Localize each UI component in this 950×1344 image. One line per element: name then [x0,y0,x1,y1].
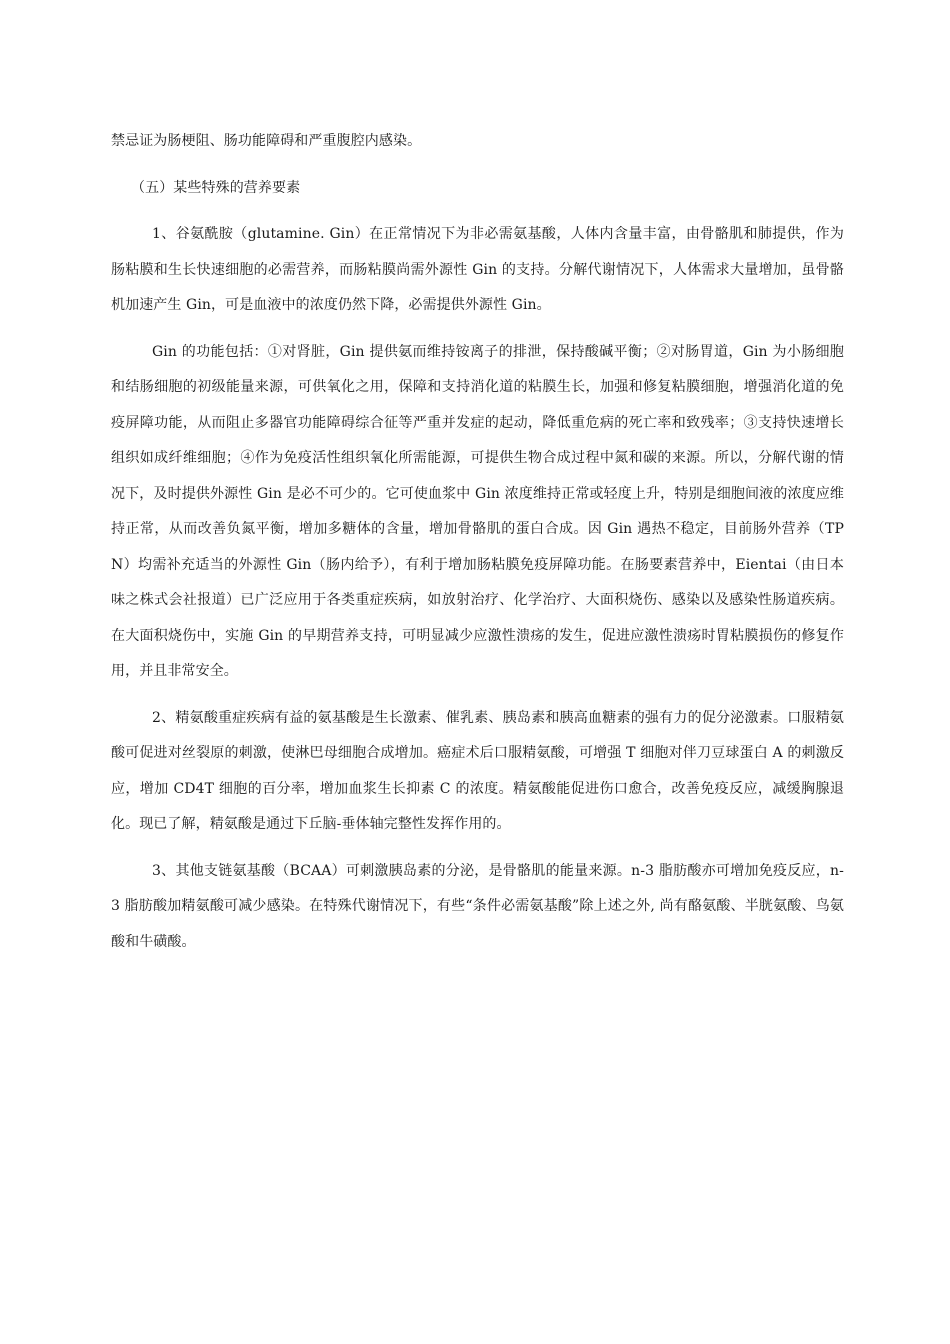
paragraph-gin-functions: Gin 的功能包括：①对肾脏，Gin 提供氨而维持铵离子的排泄，保持酸碱平衡；②对肠胃道，Gin 为小肠细胞和结肠细胞的初级能量来源，可供氧化之用，保障和支持消化道的粘膜生长，加强和修复粘膜细胞，增强消化道的免疫屏障功能，从而阻止多器官功能障碍综合征等严重并发症的起动，降低重危病的死亡率和致残率；③支持快速增长组织如成纤维细胞；④作为免疫活性组织氧化所需能源，可提供生物合成过程中氮和碳的来源。所以，分解代谢的情况下，及时提供外源性 Gin 是必不可少的。它可使血浆中 Gin 浓度维持正常或轻度上升，特别是细胞间液的浓度应维持正常，从而改善负氮平衡，增加多糖体的含量，增加骨骼肌的蛋白合成。因 Gin 遇热不稳定，目前肠外营养（TPN）均需补充适当的外源性 Gin（肠内给予），有利于增加肠粘膜免疫屏障功能。在肠要素营养中，Eientai（由日本味之株式会社报道）已广泛应用于各类重症疾病，如放射治疗、化学治疗、大面积烧伤、感染以及感染性肠道疾病。在大面积烧伤中，实施 Gin 的早期营养支持，可明显减少应激性溃疡的发生，促进应激性溃疡时胃粘膜损伤的修复作用，并且非常安全。 [111,343,844,679]
paragraph-glutamine: 1、谷氨酰胺（glutamine. Gin）在正常情况下为非必需氨基酸，人体内含量丰富，由骨骼肌和肺提供，作为肠粘膜和生长快速细胞的必需营养，而肠粘膜尚需外源性 Gin 的支持。分解代谢情况下，人体需求大量增加，虽骨骼机加速产生 Gin，可是血液中的浓度仍然下降，必需提供外源性 Gin。 [111,226,844,313]
document-body [111,124,844,960]
paragraph-contraindications: 禁忌证为肠梗阻、肠功能障碍和严重腹腔内感染。 [111,133,422,149]
paragraph-bcaa: 3、其他支链氨基酸（BCAA）可刺激胰岛素的分泌，是骨骼肌的能量来源。n-3 脂肪酸亦可增加免疫反应，n-3 脂肪酸加精氨酸可减少感染。在特殊代谢情况下，有些“条件必需氨基酸”除上述之外, 尚有酪氨酸、半胱氨酸、鸟氨酸和牛磺酸。 [111,862,844,950]
section-heading: （五）某些特殊的营养要素 [131,179,301,196]
paragraph-arginine: 2、精氨酸重症疾病有益的氨基酸是生长激素、催乳素、胰岛素和胰高血糖素的强有力的促分泌激素。口服精氨酸可促进对丝裂原的刺激，使淋巴母细胞合成增加。癌症术后口服精氨酸，可增强 T 细胞对伴刀豆球蛋白 A 的刺激反应，增加 CD4T 细胞的百分率，增加血浆生长抑素 C 的浓度。精氨酸能促进伤口愈合，改善免疫反应，减缓胸腺退化。现已了解，精氨酸是通过下丘脑-垂体轴完整性发挥作用的。 [111,709,844,832]
